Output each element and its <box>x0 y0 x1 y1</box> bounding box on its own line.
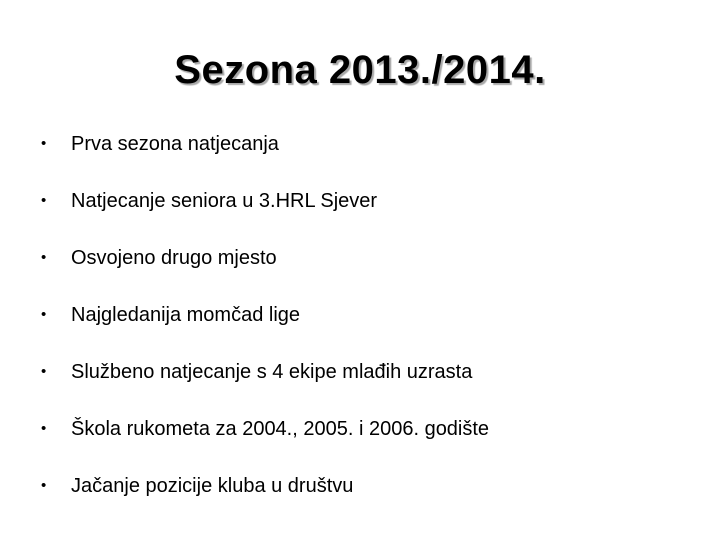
bullet-item <box>41 295 489 335</box>
bullet-text: Osvojeno drugo mjesto <box>71 247 277 269</box>
bullet-item <box>41 409 489 449</box>
bullet-icon: • <box>41 135 47 152</box>
bullet-text: Prva sezona natjecanja <box>71 133 279 155</box>
bullet-icon: • <box>41 249 47 266</box>
bullet-icon: • <box>41 420 47 437</box>
bullet-icon: • <box>41 477 47 494</box>
bullet-text: Najgledanija momčad lige <box>71 304 301 326</box>
bullet-text: Natjecanje seniora u 3.HRL Sjever <box>71 190 378 212</box>
bullet-text: Škola rukometa za 2004., 2005. i 2006. godište <box>71 418 490 440</box>
bullet-item <box>41 466 489 506</box>
bullet-icon: • <box>41 192 47 209</box>
bullet-item <box>41 238 489 278</box>
bullet-text: Službeno natjecanje s 4 ekipe mlađih uzrasta <box>71 361 473 383</box>
bullet-icon: • <box>41 306 47 323</box>
bullet-text: Jačanje pozicije kluba u društvu <box>71 475 354 497</box>
bullet-item <box>41 352 489 392</box>
slide-title: Sezona 2013./2014. <box>174 48 546 92</box>
bullet-item <box>41 181 489 221</box>
bullet-list <box>41 124 489 523</box>
bullet-item <box>41 124 489 164</box>
bullet-icon: • <box>41 363 47 380</box>
